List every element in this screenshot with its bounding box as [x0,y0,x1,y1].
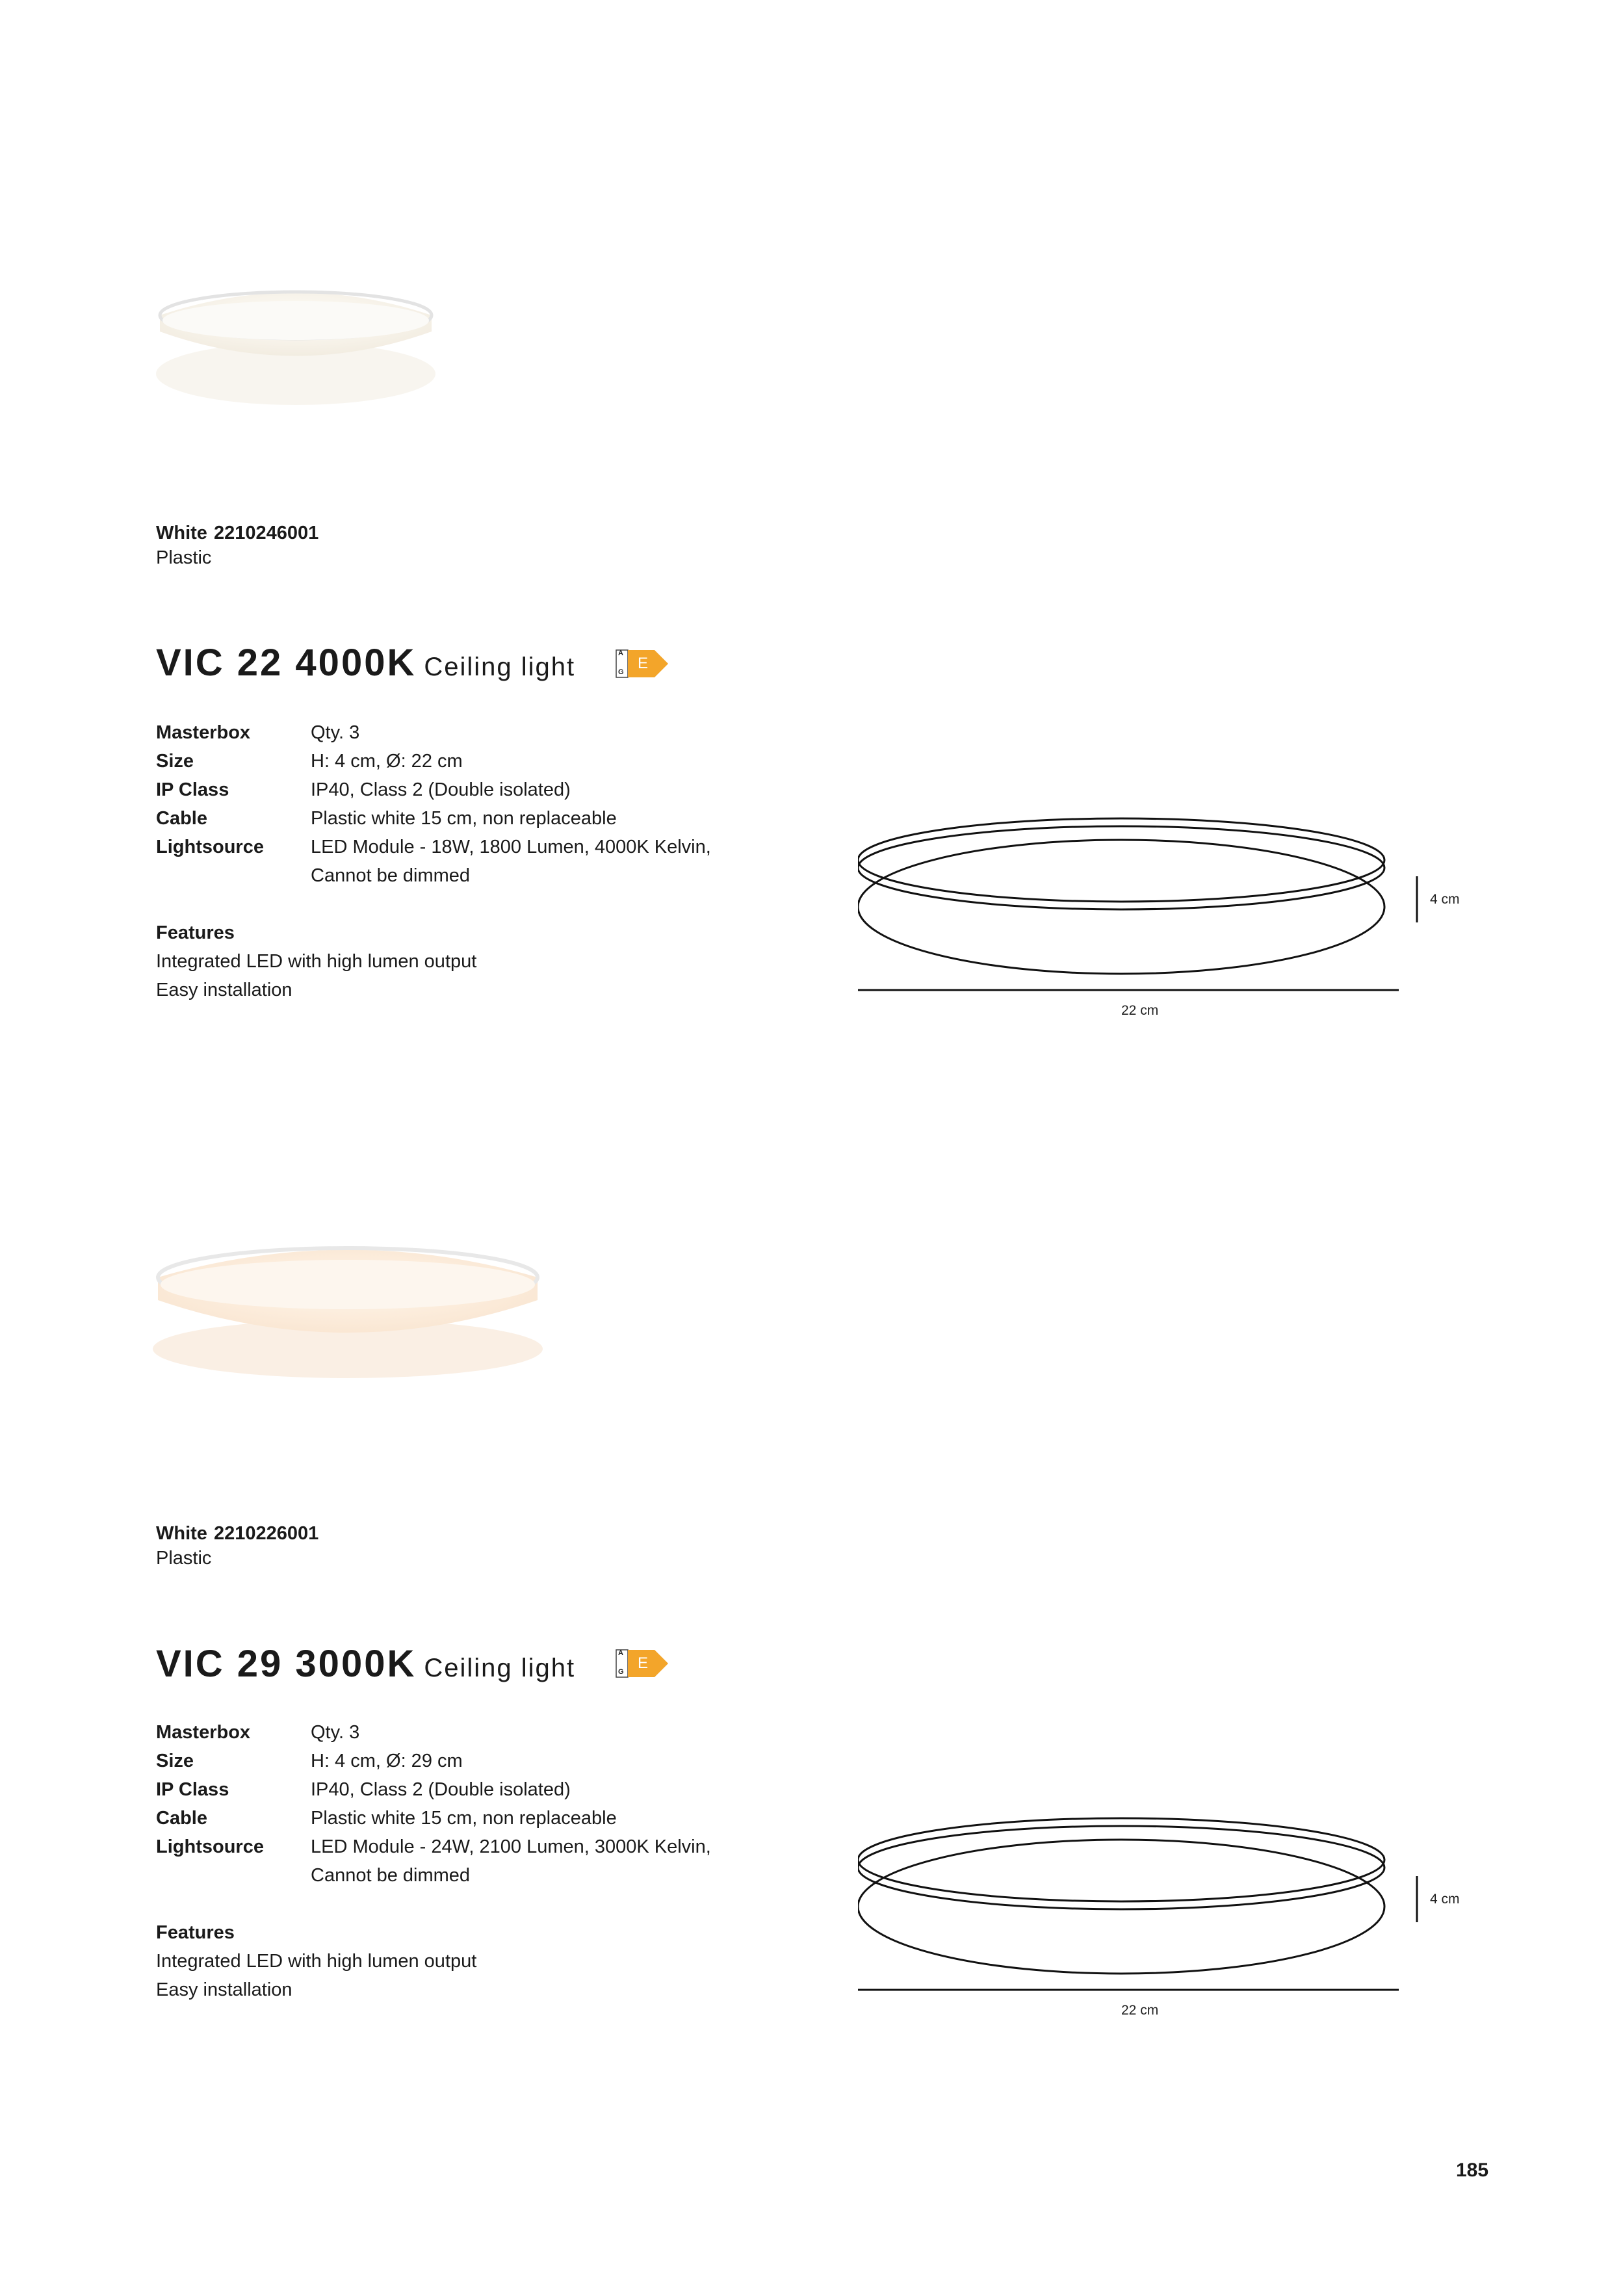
energy-label-badge [616,1649,669,1678]
product-type: Ceiling light [424,1654,576,1682]
features-title: Features [156,922,235,943]
energy-scale-bottom: G [618,668,624,676]
energy-scale-top: A [618,649,623,657]
feature-item: Easy installation [156,980,292,1000]
product-type: Ceiling light [424,653,576,681]
features-section [156,919,476,1004]
energy-class: E [638,1654,649,1672]
variant-material: Plastic [156,547,212,568]
product-photo-vic-22 [149,254,442,449]
product-model: VIC 29 3000K [156,1643,417,1685]
features-section [156,1918,476,2004]
feature-item: Easy installation [156,1979,292,2000]
features-title: Features [156,1922,235,1943]
variant-color: White [156,1523,207,1544]
spec-table: Masterbox Qty. 3 Size H: 4 cm, Ø: 22 cm IP Class IP40, Class 2 (Double isolated) Cable Plastic white 15 cm, non replaceable Lightsource LED Module - 18W, 1800 Lumen, 4000K Kelvin, Cannot be dimmed [156,722,711,886]
feature-item: Integrated LED with high lumen output [156,951,477,972]
width-dimension-label: 22 cm [1121,1003,1159,1018]
height-dimension-label: 4 cm [1430,892,1460,907]
product-model: VIC 22 4000K [156,642,417,684]
energy-label-badge [616,649,669,678]
variant-info [156,1521,318,1571]
variant-color: White [156,523,207,543]
product-title [156,640,575,690]
page-number: 185 [1456,2159,1489,2181]
variant-code: 2210226001 [213,1523,319,1544]
height-dimension-label: 4 cm [1430,1892,1460,1907]
product-title [156,1641,575,1691]
energy-scale-top: A [618,1649,623,1657]
variant-info [156,521,318,570]
product-photo-vic-29 [146,1209,549,1398]
dimension-drawing [858,1809,1469,2024]
spec-table: Masterbox Qty. 3 Size H: 4 cm, Ø: 29 cm IP Class IP40, Class 2 (Double isolated) Cable Plastic white 15 cm, non replaceable Lightsource LED Module - 24W, 2100 Lumen, 3000K Kelvin, Cannot be dimmed [156,1722,711,1886]
energy-scale-bottom: G [618,1668,624,1676]
dimension-drawing [858,809,1469,1024]
variant-material: Plastic [156,1548,212,1569]
feature-item: Integrated LED with high lumen output [156,1951,477,1972]
variant-code: 2210246001 [213,523,319,543]
width-dimension-label: 22 cm [1121,2003,1159,2018]
energy-class: E [638,655,649,672]
